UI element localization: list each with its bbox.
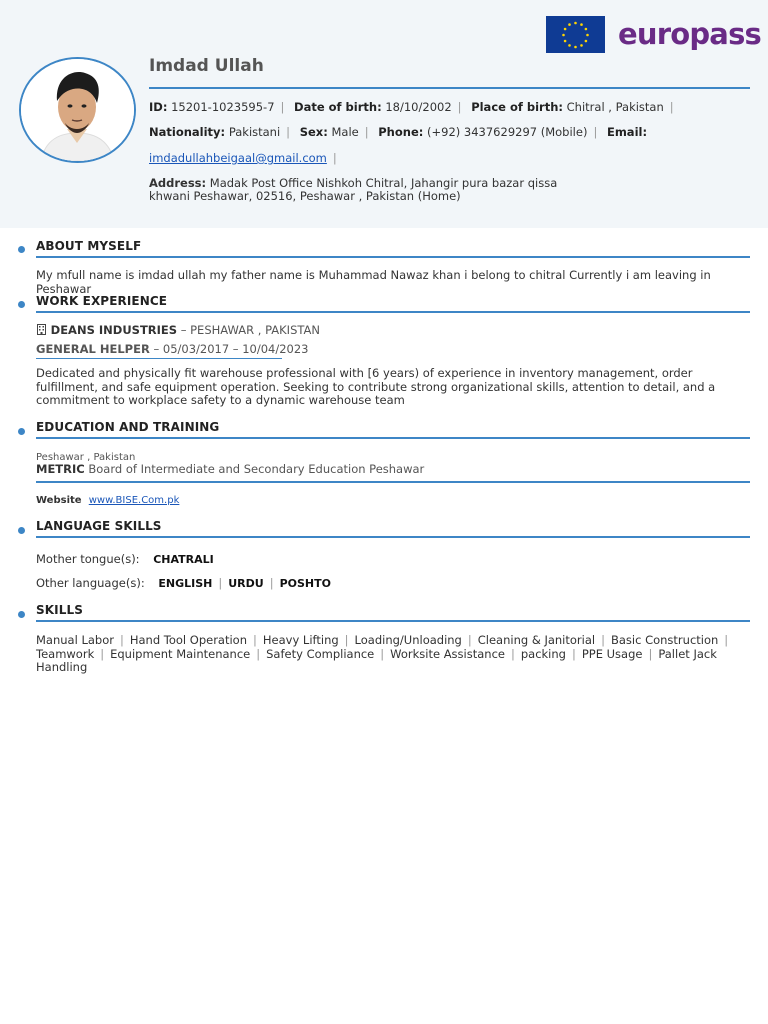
section-title-education: EDUCATION AND TRAINING: [36, 420, 220, 434]
pob-label: Place of birth:: [471, 100, 563, 114]
separator: |: [269, 576, 274, 590]
separator: |: [253, 633, 257, 647]
language-item: URDU: [228, 577, 264, 590]
separator: |: [648, 646, 653, 661]
section-bullet: [18, 611, 25, 618]
education-divider: [36, 481, 750, 483]
mother-tongue-label: Mother tongue(s):: [36, 552, 140, 566]
employer-name: DEANS INDUSTRIES: [50, 323, 178, 337]
skill-item: Hand Tool Operation: [129, 633, 248, 647]
mother-tongue-line: [36, 552, 214, 566]
section-divider: [36, 311, 750, 313]
separator: |: [593, 125, 598, 139]
skill-item: Heavy Lifting: [262, 633, 339, 647]
dob-label: Date of birth:: [294, 100, 382, 114]
qualification: METRIC: [36, 462, 85, 476]
email-link[interactable]: imdadullahbeigaal@gmail.com: [149, 151, 327, 165]
section-divider: [36, 256, 750, 258]
separator: |: [510, 646, 515, 661]
separator: |: [457, 100, 462, 114]
website-link[interactable]: www.BISE.Com.pk: [88, 495, 180, 506]
nationality-value: Pakistani: [228, 125, 281, 139]
employer-location: – PESHAWAR , PAKISTAN: [180, 323, 320, 337]
profile-photo: [19, 57, 136, 163]
address-block: [149, 177, 589, 202]
separator: |: [280, 100, 285, 114]
other-languages-line: [36, 576, 331, 590]
address-label: Address:: [149, 176, 207, 190]
website-line: [36, 494, 750, 508]
section-divider: [36, 536, 750, 538]
dob-value: 18/10/2002: [385, 100, 452, 114]
website-label: Website: [36, 495, 82, 506]
sex-label: Sex:: [299, 125, 328, 139]
institution: Board of Intermediate and Secondary Education Peshawar: [88, 462, 425, 476]
separator: |: [364, 125, 369, 139]
nationality-label: Nationality:: [149, 125, 226, 139]
phone-label: Phone:: [378, 125, 424, 139]
employer-line: [36, 324, 750, 339]
logo-text: europass: [618, 17, 761, 51]
section-bullet: [18, 428, 25, 435]
skill-item: packing: [520, 646, 566, 661]
separator: |: [571, 646, 576, 661]
job-title: GENERAL HELPER: [36, 342, 150, 356]
skill-item: Cleaning & Janitorial: [477, 633, 596, 647]
eu-flag-icon: [546, 16, 605, 53]
person-name: Imdad Ullah: [149, 56, 264, 76]
id-label: ID:: [149, 100, 168, 114]
separator: |: [218, 576, 223, 590]
section-title-skills: SKILLS: [36, 603, 83, 617]
section-bullet: [18, 301, 25, 308]
mother-tongue-value: CHATRALI: [153, 553, 214, 566]
section-title-about: ABOUT MYSELF: [36, 239, 142, 253]
section-divider: [36, 437, 750, 439]
separator: |: [601, 633, 605, 647]
skill-item: Teamwork: [36, 646, 95, 661]
education-location: Peshawar , Pakistan: [36, 452, 136, 463]
pob-value: Chitral , Pakistan: [566, 100, 664, 114]
skill-item: PPE Usage: [581, 646, 643, 661]
skill-item: Worksite Assistance: [390, 646, 505, 661]
education-line: [36, 463, 750, 477]
job-dates: – 05/03/2017 – 10/04/2023: [153, 342, 309, 356]
section-bullet: [18, 246, 25, 253]
section-title-languages: LANGUAGE SKILLS: [36, 519, 162, 533]
separator: |: [256, 646, 261, 661]
separator: |: [332, 151, 337, 165]
id-value: 15201-1023595-7: [171, 100, 275, 114]
skills-list: [36, 634, 750, 675]
separator: |: [119, 633, 124, 647]
sex-value: Male: [331, 125, 359, 139]
separator: |: [344, 633, 349, 647]
section-divider: [36, 620, 750, 622]
separator: |: [100, 646, 105, 661]
info-line-3: [149, 151, 343, 165]
email-label: Email:: [606, 125, 648, 139]
other-languages-label: Other language(s):: [36, 576, 145, 590]
language-item: ENGLISH: [158, 577, 213, 590]
section-bullet: [18, 527, 25, 534]
separator: |: [724, 633, 729, 647]
phone-value: (+92) 3437629297 (Mobile): [427, 125, 588, 139]
skill-item: Pallet Jack Handling: [36, 646, 717, 674]
skill-item: Basic Construction: [610, 633, 719, 647]
europass-logo[interactable]: [546, 16, 761, 53]
info-line-2: [149, 125, 647, 139]
name-divider: [149, 87, 750, 89]
section-title-work: WORK EXPERIENCE: [36, 294, 168, 308]
skill-item: Safety Compliance: [266, 646, 375, 661]
role-line: [36, 343, 750, 357]
separator: |: [286, 125, 291, 139]
address-value: Madak Post Office Nishkoh Chitral, Jahangir pura bazar qissa khwani Peshawar, 02516, Peshawar , Pakistan (Home): [149, 176, 558, 203]
separator: |: [380, 646, 385, 661]
separator: |: [669, 100, 674, 114]
building-icon: [36, 324, 47, 339]
job-description: Dedicated and physically fit warehouse professional with [6 years) of experience in inventory management, order fulfillment, and safe equipment operation. Seeking to contribute strong organizational skills, attention to detail, and a commitment to workplace safety to a dynamic warehouse team: [36, 366, 716, 407]
skill-item: Equipment Maintenance: [110, 646, 251, 661]
info-line-1: [149, 100, 680, 114]
language-item: POSHTO: [279, 577, 331, 590]
about-text: My mfull name is imdad ullah my father name is Muhammad Nawaz khan i belong to chitral Currently i am leaving in Peshawar: [36, 268, 711, 296]
separator: |: [467, 633, 472, 647]
skill-item: Loading/Unloading: [354, 633, 462, 647]
role-underline: [36, 358, 282, 359]
skill-item: Manual Labor: [36, 633, 114, 647]
